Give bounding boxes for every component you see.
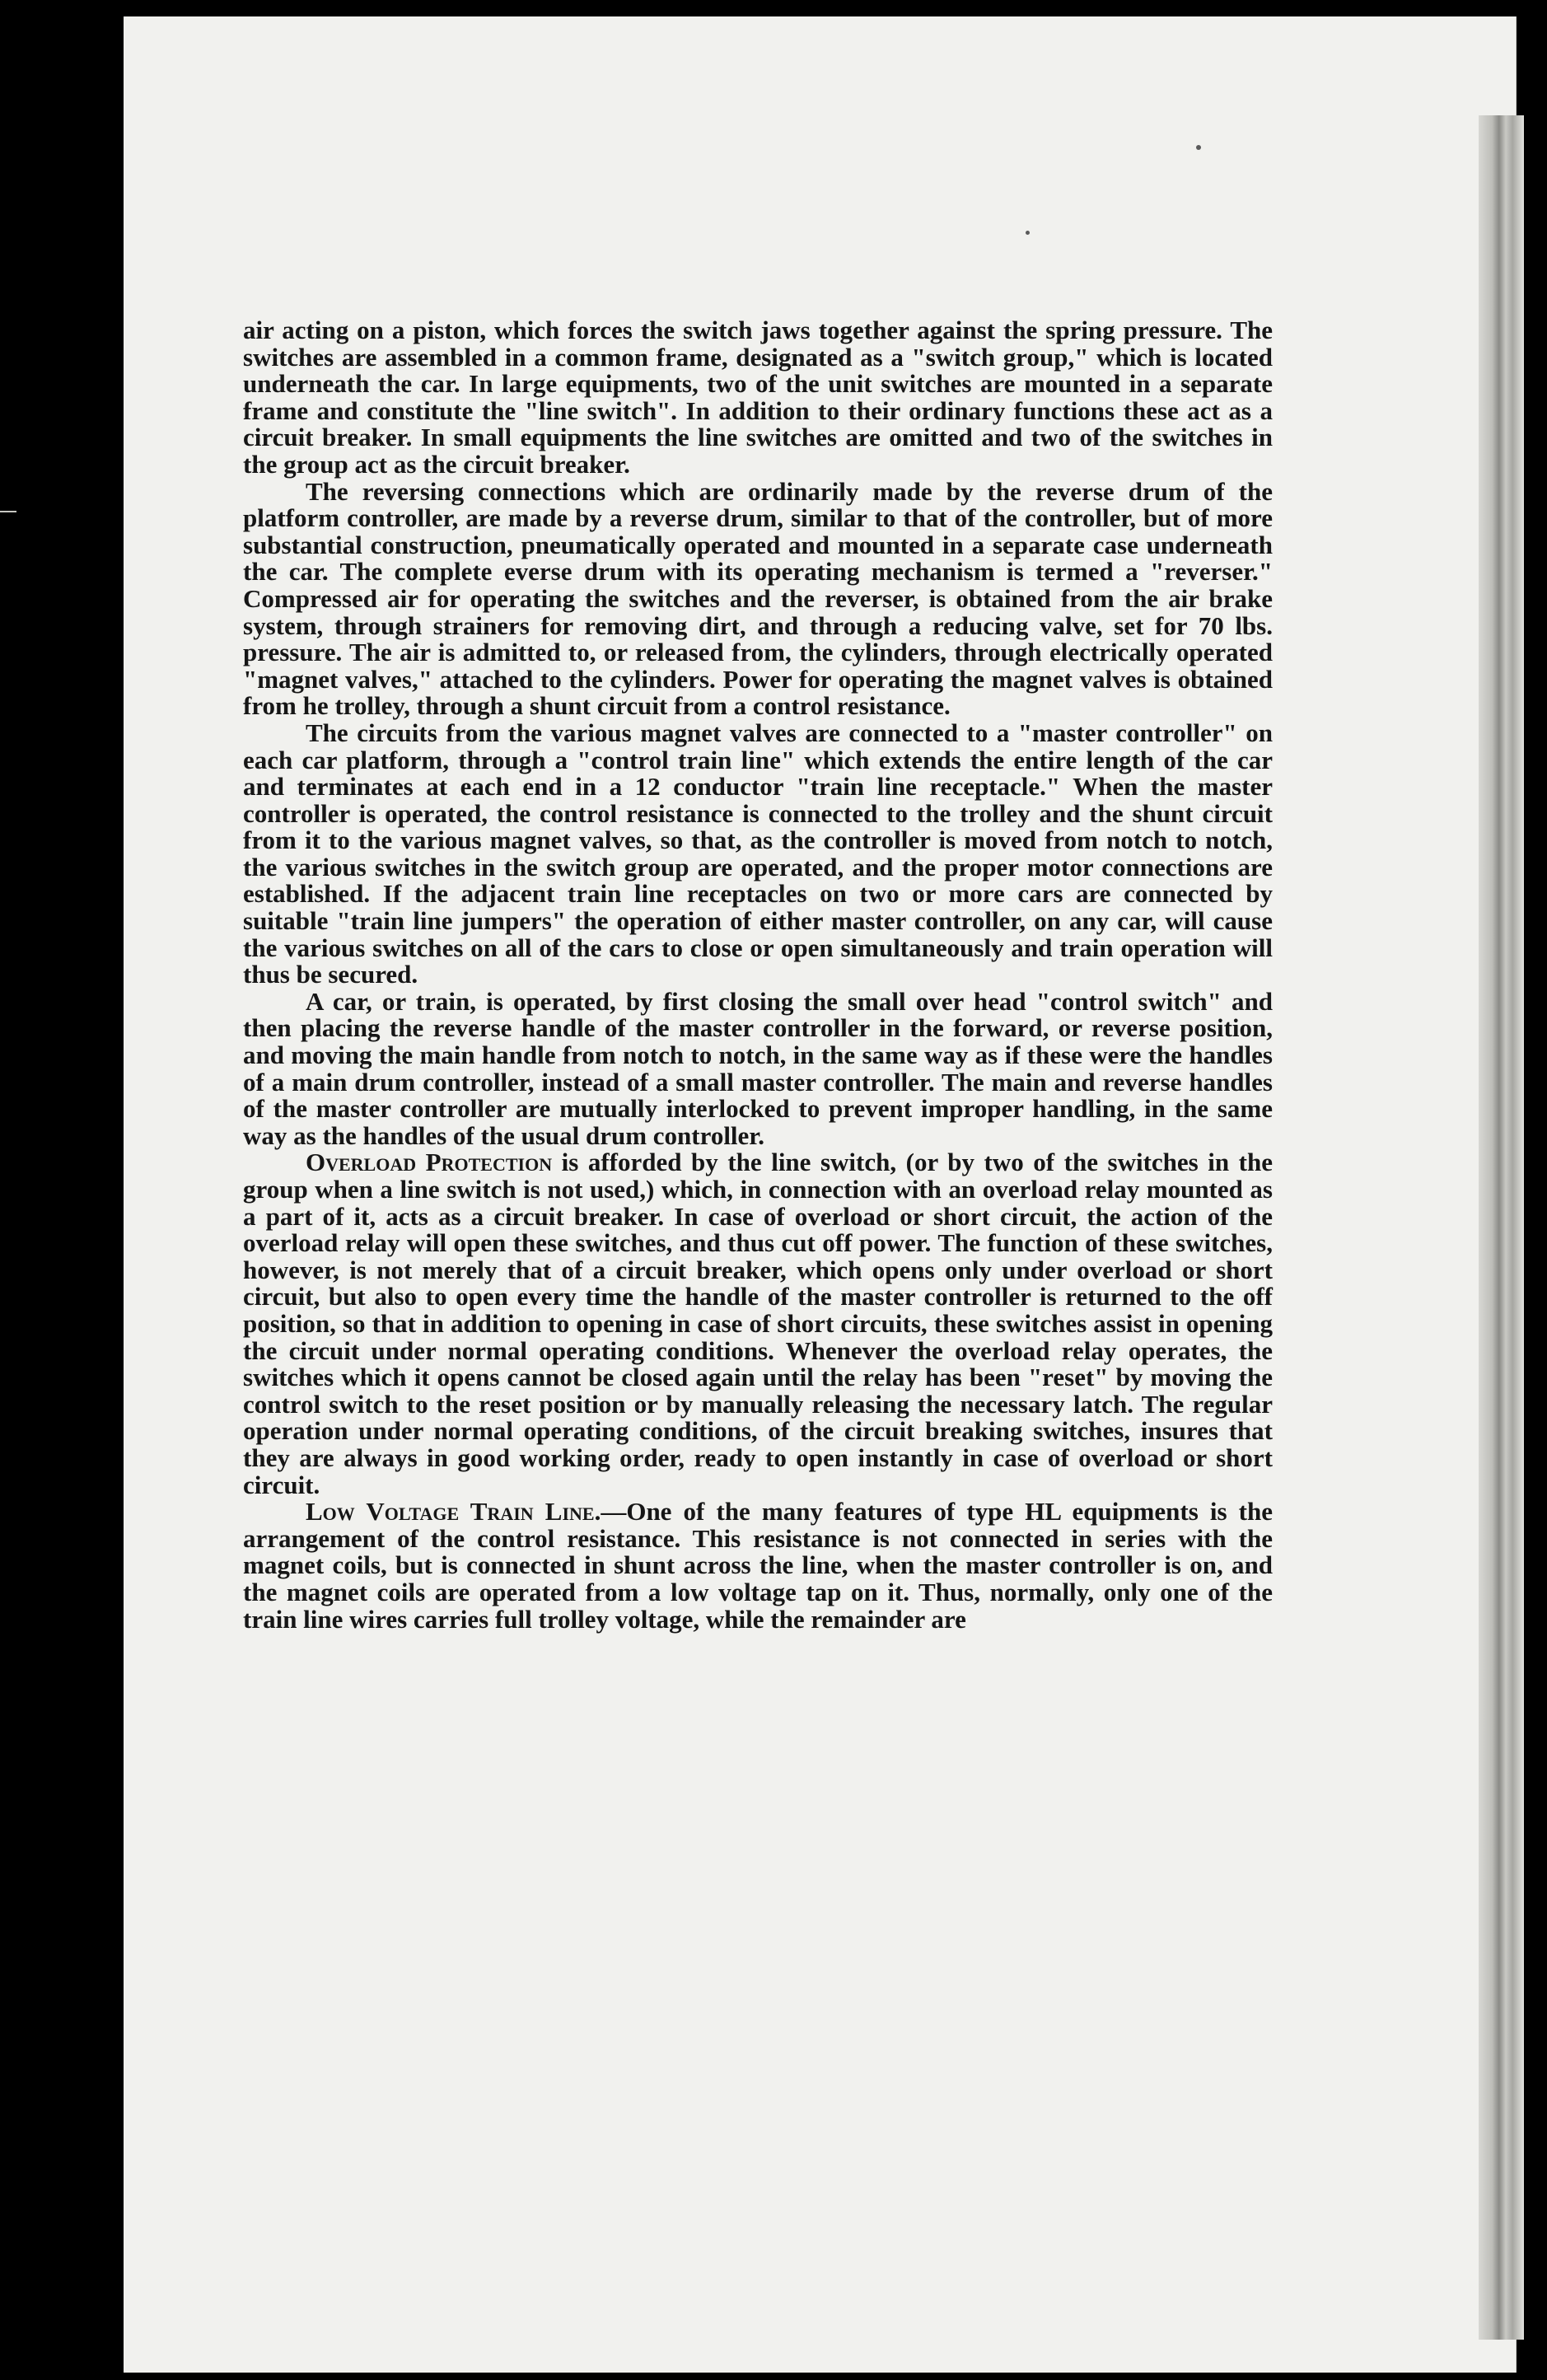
- paragraph: air acting on a piston, which forces the switch jaws together against the spring pressure. The switches are assembled in a common frame, designated as a "switch group," which is located underneath the car. In large equipments, two of the unit switches are mounted in a separate frame and constitute the "line switch". In addition to their ordinary functions these act as a circuit breaker. In small equipments the line switches are omitted and two of the switches in the group act as the circuit breaker.: [243, 316, 1273, 479]
- body-text: [243, 317, 1273, 1633]
- paragraph-text: —One of the many features of type HL equipments is the arrangement of the control resistance. This resistance is not connected in series with the magnet coils, but is connected in shunt across the line, when the master controller is on, and the magnet coils are operated from a low voltage tap on it. Thus, normally, only one of the train line wires carries full trolley voltage, while the remainder are: [243, 1497, 1273, 1634]
- paragraph: [243, 1499, 1273, 1633]
- page-edge-shadow: [1479, 115, 1524, 2340]
- dust-speck: [1196, 145, 1201, 150]
- paragraph: [243, 1149, 1273, 1499]
- paragraph: The reversing connections which are ordinarily made by the reverse drum of the platform controller, are made by a reverse drum, similar to that of the controller, but of more substantial construction, pneumatically operated and mounted in a separate case underneath the car. The complete everse drum with its operating mechanism is termed a "reverser." Compressed air for operating the switches and the reverser, is obtained from the air brake system, through strainers for removing dirt, and through a reducing valve, set for 70 lbs. pressure. The air is admitted to, or released from, the cylinders, through electrically operated "magnet valves," attached to the cylinders. Power for operating the magnet valves is obtained from he trolley, through a shunt circuit from a control resistance.: [243, 476, 1273, 721]
- paragraph: A car, or train, is operated, by first closing the small over head "control switch" and then placing the reverse handle of the master controller in the forward, or reverse position, and moving the main handle from notch to notch, in the same way as if these were the handles of a main drum controller, instead of a small master controller. The main and reverse handles of the master controller are mutually interlocked to prevent improper handling, in the same way as the handles of the usual drum controller.: [243, 986, 1273, 1150]
- margin-mark: [0, 511, 16, 512]
- section-lead: Low Voltage Train Line.: [306, 1497, 601, 1527]
- dust-speck: [1026, 231, 1030, 235]
- section-lead: Overload Protection: [306, 1148, 553, 1177]
- paragraph: The circuits from the various magnet valves are connected to a "master controller" on each car platform, through a "control train line" which extends the entire length of the car and terminates at each end in a 12 conductor "train line receptacle." When the master controller is operated, the control resistance is connected to the trolley and the shunt circuit from it to the various magnet valves, so that, as the controller is moved from notch to notch, the various switches in the switch group are operated, and the proper motor connections are established. If the adjacent train line receptacles on two or more cars are connected by suitable "train line jumpers" the operation of either master controller, on any car, will cause the various switches on all of the cars to close or open simultaneously and train operation will thus be secured.: [243, 718, 1273, 989]
- paragraph-text: is afforded by the line switch, (or by two of the switches in the group when a line switch is not used,) which, in connection with an overload relay mounted as a part of it, acts as a circuit breaker. In case of overload or short circuit, the action of the overload relay will open these switches, and thus cut off power. The function of these switches, however, is not merely that of a circuit breaker, which opens only under overload or short circuit, but also to open every time the handle of the master controller is returned to the off position, so that in addition to opening in case of short circuits, these switches assist in opening the circuit under normal operating conditions. Whenever the overload relay operates, the switches which it opens cannot be closed again until the relay has been "reset" by moving the control switch to the reset position or by manually releasing the necessary latch. The regular operation under normal operating conditions, of the circuit breaking switches, insures that they are always in good working order, ready to open instantly in case of overload or short circuit.: [243, 1148, 1273, 1499]
